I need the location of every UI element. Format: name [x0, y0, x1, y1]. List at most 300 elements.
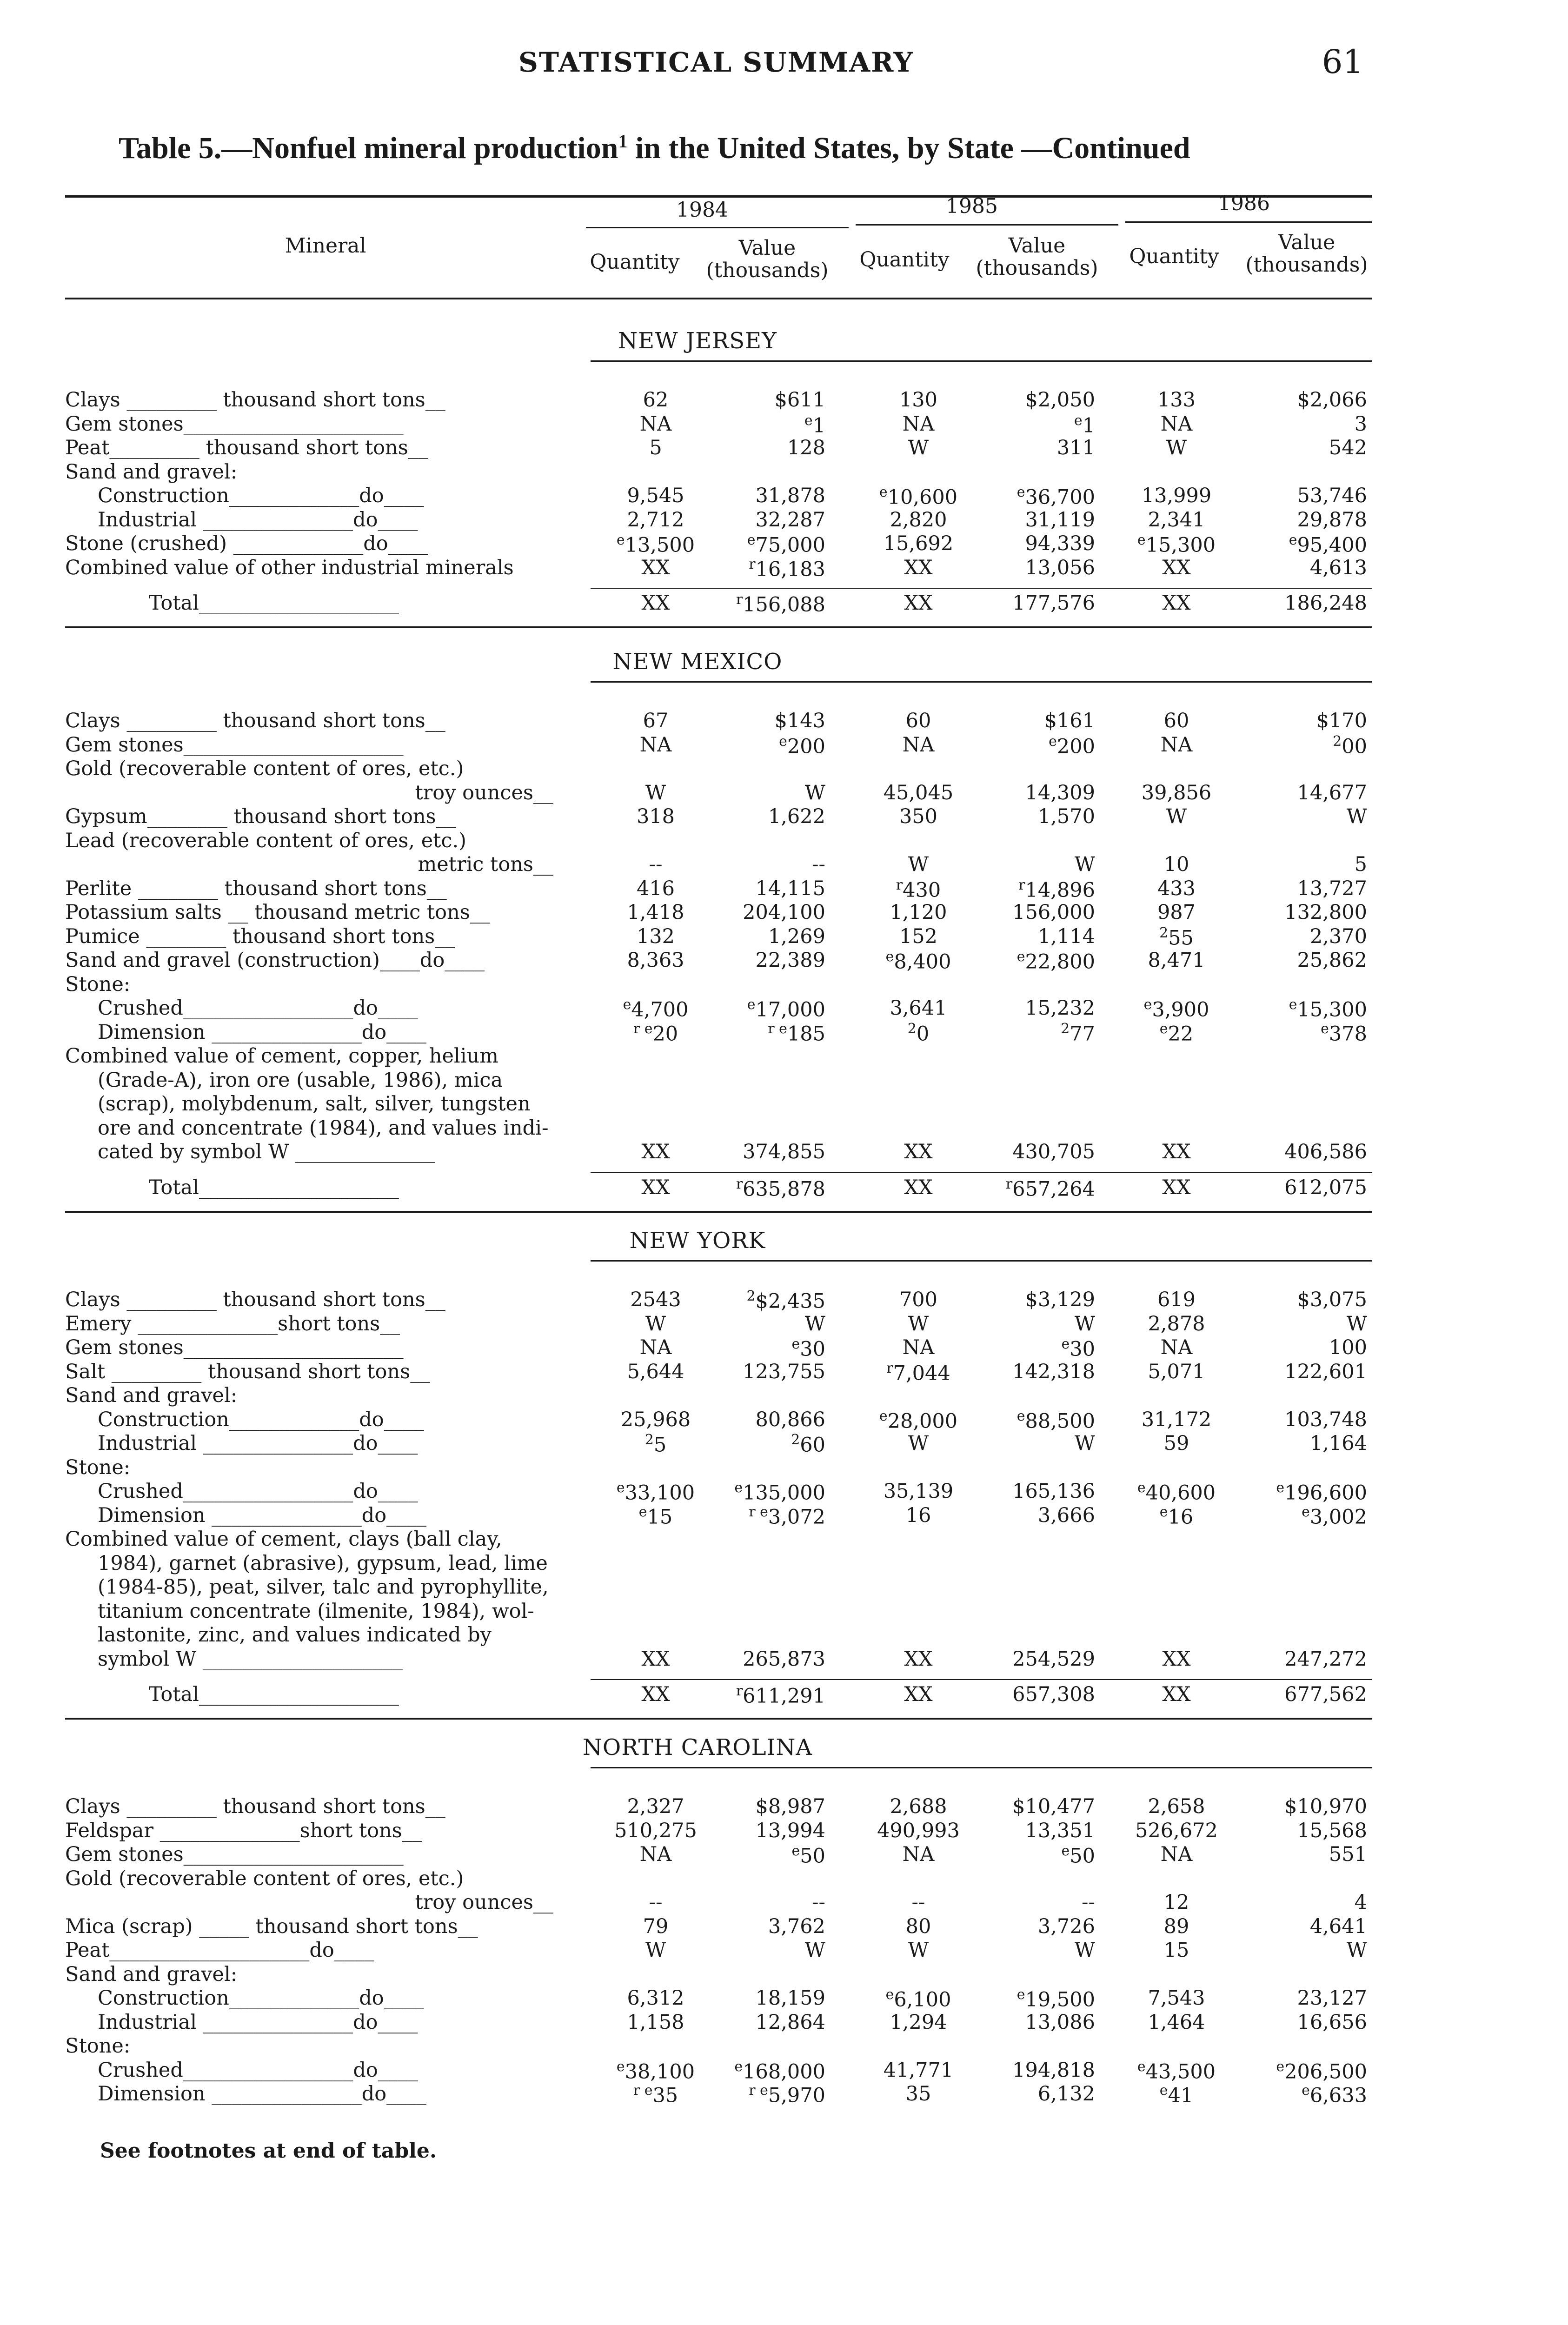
row-value: W [1346, 1312, 1367, 1335]
row-value: 89 [1163, 1914, 1189, 1938]
top-rule [65, 195, 1372, 198]
row-value: 4,613 [1309, 556, 1367, 579]
row-value: 100 [1329, 1336, 1367, 1359]
footnote-mark: e [1276, 1480, 1285, 1496]
row-value: 3,666 [1037, 1503, 1095, 1527]
row-value: W [1346, 1939, 1367, 1962]
table-row [0, 805, 1568, 829]
row-value: $^e$1 [1074, 412, 1095, 437]
row-value: $^e$36,700 [1017, 484, 1095, 509]
row-value: W [804, 1312, 825, 1335]
year-1986-header: 1986 [1218, 192, 1270, 215]
table-row [0, 1044, 1568, 1069]
row-value: 15,232 [1025, 996, 1095, 1020]
row-value: $^e$88,500 [1017, 1408, 1095, 1433]
row-label: Sand and gravel (construction)____do____ [65, 949, 485, 972]
footnote-mark: e [1159, 1503, 1168, 1520]
row-value: 1,269 [768, 924, 825, 948]
row-value: 142,318 [1012, 1360, 1095, 1383]
row-value: 14,309 [1025, 781, 1095, 804]
row-value: 16,656 [1297, 2010, 1367, 2034]
row-value: 204,100 [743, 901, 825, 924]
footnote-mark: e [616, 1480, 625, 1496]
row-value: 31,878 [755, 484, 825, 507]
footnote-mark: e [1137, 532, 1146, 548]
row-value: 80,866 [755, 1408, 825, 1431]
table-row [0, 1140, 1568, 1164]
row-value: 318 [636, 805, 675, 828]
value-1986-unit: (thousands) [1245, 253, 1368, 277]
row-value: $^e$30 [791, 1336, 825, 1361]
total-value: XX [1162, 591, 1191, 615]
footnote-mark: e [1137, 2058, 1146, 2075]
row-value: XX [904, 1647, 933, 1671]
row-value: XX [641, 1647, 670, 1671]
footnote-mark: r [736, 1176, 743, 1192]
row-value: 122,601 [1284, 1360, 1367, 1383]
row-value: NA [639, 733, 672, 757]
row-value: $^e$6,100 [885, 1986, 951, 2012]
row-value: $2,066 [1297, 388, 1367, 412]
footnote-mark: e [1061, 1336, 1070, 1352]
table-row [0, 1456, 1568, 1480]
row-label: Potassium salts __ thousand metric tons__ [65, 901, 490, 924]
row-value: $^e$33,100 [616, 1480, 695, 1505]
row-value: $^{r e}$3,072 [749, 1503, 825, 1528]
row-value: $8,987 [755, 1795, 825, 1818]
total-value: XX [641, 1176, 670, 1199]
row-value: 8,471 [1148, 949, 1205, 972]
value-1984-header [698, 237, 837, 282]
footnote-mark: e [1289, 996, 1297, 1013]
row-value: 130 [899, 388, 938, 412]
row-value: $^e$206,500 [1276, 2058, 1367, 2083]
row-value: $^r$16,183 [749, 556, 825, 581]
row-value: $^e$135,000 [734, 1480, 825, 1505]
row-value: W [908, 853, 929, 876]
row-value: 6,312 [627, 1986, 684, 2010]
footnote-mark: e [1276, 2058, 1285, 2075]
row-value: $^e$19,500 [1017, 1986, 1095, 2012]
row-value: 265,873 [743, 1647, 825, 1671]
row-value: NA [1160, 412, 1193, 436]
total-value: 677,562 [1284, 1683, 1367, 1706]
table-row [0, 1623, 1568, 1647]
row-label: titanium concentrate (ilmenite, 1984), wol- [98, 1599, 534, 1623]
state-heading: NEW JERSEY [618, 328, 777, 354]
section-end-rule [65, 626, 1372, 628]
row-label: Construction_____________do____ [98, 1986, 424, 2010]
footnote-mark: 2 [1333, 733, 1342, 750]
state-heading: NORTH CAROLINA [582, 1734, 813, 1760]
footnote-mark: e [879, 1408, 888, 1424]
row-value: 94,339 [1025, 532, 1095, 555]
row-label: Clays _________ thousand short tons__ [65, 388, 445, 412]
footnote-mark: e [885, 949, 894, 965]
row-value: 1,114 [1037, 924, 1095, 948]
row-label: Gem stones______________________ [65, 733, 404, 757]
row-label: Industrial _______________do____ [98, 508, 418, 531]
row-value: NA [902, 1336, 935, 1359]
row-value: $^e$13,500 [616, 532, 695, 557]
row-value: 2543 [630, 1288, 681, 1311]
row-value: 406,586 [1284, 1140, 1367, 1163]
row-value: NA [1160, 733, 1193, 757]
row-value: XX [904, 1140, 933, 1163]
row-value: $^2$00 [1333, 733, 1367, 758]
row-label: Stone (crushed) _____________do____ [65, 532, 428, 555]
total-value: 177,576 [1012, 591, 1095, 615]
row-value: 1,570 [1037, 805, 1095, 828]
row-value: $^e$6,633 [1302, 2082, 1367, 2107]
row-value: $^e$28,000 [879, 1408, 958, 1433]
row-value: $^e$168,000 [734, 2058, 825, 2083]
row-value: $^e$10,600 [879, 484, 958, 509]
row-label: lastonite, zinc, and values indicated by [98, 1623, 492, 1647]
row-value: XX [641, 1140, 670, 1163]
page-number: 61 [1322, 43, 1363, 81]
table-row [0, 1600, 1568, 1624]
row-label: Stone: [65, 1455, 131, 1479]
row-value: 13,999 [1141, 484, 1212, 507]
row-value: 132,800 [1284, 901, 1367, 924]
footnote-mark: r [736, 591, 743, 608]
total-rule [591, 588, 1372, 589]
footnote-mark: r [736, 1683, 743, 1699]
row-value: 542 [1329, 436, 1367, 459]
row-value: W [1074, 1312, 1095, 1335]
quantity-1986-header: Quantity [1129, 245, 1219, 268]
row-value: 551 [1329, 1843, 1367, 1866]
table-row [0, 508, 1568, 532]
footnote: See footnotes at end of table. [100, 2139, 437, 2163]
row-value: 60 [1163, 709, 1189, 732]
table-row [0, 1795, 1568, 1819]
state-heading: NEW YORK [629, 1228, 766, 1254]
row-value: W [1074, 853, 1095, 876]
row-value: XX [641, 556, 670, 579]
table-row [0, 1963, 1568, 1987]
row-value: 39,856 [1141, 781, 1212, 804]
row-value: 133 [1157, 388, 1196, 412]
row-value: 156,000 [1012, 901, 1095, 924]
table-title-rest: in the United States, by State —Continued [627, 131, 1190, 165]
footnote-mark: e [1289, 532, 1297, 548]
row-value: 350 [899, 805, 938, 828]
footnote-mark: e [1159, 1020, 1168, 1037]
table-row [0, 925, 1568, 949]
year-1984-header: 1984 [676, 198, 728, 222]
table-row [0, 949, 1568, 973]
footnote-mark: e [1017, 1408, 1025, 1424]
footnote-mark: e [779, 733, 787, 750]
row-label: Crushed_________________do____ [98, 1480, 418, 1503]
footnote-mark: e [616, 532, 625, 548]
row-value: 15,692 [883, 532, 954, 555]
section-end-rule [65, 1718, 1372, 1720]
row-value: 2,341 [1148, 508, 1205, 531]
row-label: Crushed_________________do____ [98, 2058, 418, 2082]
row-value: 35,139 [883, 1480, 954, 1503]
row-value: W [908, 1939, 929, 1962]
row-value: 254,529 [1012, 1647, 1095, 1671]
row-label: Mica (scrap) _____ thousand short tons__ [65, 1914, 478, 1938]
footnote-mark: r e [633, 2082, 653, 2099]
state-rule [591, 1767, 1372, 1768]
table-row [0, 1552, 1568, 1576]
row-label: Construction_____________do____ [98, 484, 424, 507]
total-rule [591, 1679, 1372, 1680]
table-row [0, 1408, 1568, 1432]
row-value: $3,129 [1025, 1288, 1095, 1311]
row-label: Dimension _______________do____ [98, 1020, 427, 1044]
row-label: Perlite ________ thousand short tons__ [65, 877, 447, 900]
row-label: (1984-85), peat, silver, talc and pyrophyllite, [98, 1575, 549, 1599]
table-row [0, 877, 1568, 901]
row-value: 1,464 [1148, 2010, 1205, 2034]
row-value: 3,726 [1037, 1914, 1095, 1938]
row-value: $^e$3,900 [1143, 996, 1209, 1022]
row-value: 35 [905, 2082, 931, 2106]
row-label: (Grade-A), iron ore (usable, 1986), mica [98, 1068, 503, 1092]
footnote-mark: 2 [644, 1432, 654, 1448]
row-value: 247,272 [1284, 1647, 1367, 1671]
row-label: Dimension _______________do____ [98, 2082, 427, 2106]
footnote-mark: 2 [1061, 1020, 1070, 1037]
row-value: -- [811, 853, 825, 876]
row-value: 62 [643, 388, 669, 412]
row-value: 510,275 [614, 1819, 697, 1842]
row-label: troy ounces__ [415, 781, 553, 804]
row-value: 23,127 [1297, 1986, 1367, 2010]
row-value: 619 [1157, 1288, 1196, 1311]
total-row [0, 591, 1568, 616]
row-label: Gem stones______________________ [65, 1336, 404, 1359]
row-value: $^e$8,400 [885, 949, 951, 974]
row-value: 1,164 [1309, 1432, 1367, 1455]
row-value: W [908, 1312, 929, 1335]
row-value: 987 [1157, 901, 1196, 924]
row-value: 1,158 [627, 2010, 684, 2034]
row-value: -- [649, 1891, 663, 1914]
row-label: Emery ______________short tons__ [65, 1312, 400, 1335]
row-value: $3,075 [1297, 1288, 1367, 1311]
row-value: 2,820 [890, 508, 947, 531]
row-value: 2,688 [890, 1795, 947, 1818]
row-value: 41,771 [883, 2058, 954, 2082]
row-value: $^e$50 [791, 1843, 825, 1868]
row-value: 8,363 [627, 949, 684, 972]
row-value: 526,672 [1135, 1819, 1218, 1842]
row-value: W [1074, 1432, 1095, 1455]
row-value: $^r$430 [896, 877, 941, 902]
row-value: XX [1162, 1647, 1191, 1671]
total-value: 186,248 [1284, 591, 1367, 615]
row-label: Gold (recoverable content of ores, etc.) [65, 757, 464, 780]
table-row [0, 2082, 1568, 2106]
value-1986-header [1237, 232, 1376, 276]
row-value: 152 [899, 924, 938, 948]
row-value: 13,994 [755, 1819, 825, 1842]
table-row [0, 1480, 1568, 1504]
row-label: Stone: [65, 2034, 131, 2058]
row-value: $^2$0 [907, 1020, 930, 1045]
section-end-rule [65, 1211, 1372, 1213]
value-1984-label: Value [738, 236, 796, 260]
row-value: $^e$22 [1159, 1020, 1194, 1045]
table-title-main: Table 5.—Nonfuel mineral production [119, 131, 618, 165]
row-value: $^2$55 [1159, 924, 1194, 950]
row-label: Clays _________ thousand short tons__ [65, 1795, 445, 1818]
row-value: $^{r e}$35 [633, 2082, 678, 2107]
table-row [0, 829, 1568, 853]
table-title-footnote-mark: 1 [618, 131, 628, 152]
table-row [0, 2059, 1568, 2083]
row-label: Lead (recoverable content of ores, etc.) [65, 829, 466, 852]
value-1984-unit: (thousands) [706, 259, 829, 282]
row-value: 80 [905, 1914, 931, 1938]
footnote-mark: e [885, 1986, 894, 2003]
row-value: 14,115 [755, 877, 825, 900]
row-value: $^e$40,600 [1137, 1480, 1216, 1505]
year-1985-rule [856, 224, 1118, 226]
row-value: 13,086 [1025, 2010, 1095, 2034]
table-row [0, 388, 1568, 412]
total-value: $^r$611,291 [736, 1683, 825, 1708]
row-value: -- [1081, 1891, 1095, 1914]
footnote-mark: e [1017, 1986, 1025, 2003]
running-head: STATISTICAL SUMMARY [518, 46, 914, 78]
row-value: 103,748 [1284, 1408, 1367, 1431]
table-row [0, 733, 1568, 757]
row-value: 433 [1157, 877, 1196, 900]
table-row [0, 1069, 1568, 1093]
footnote-mark: r e [768, 1020, 787, 1037]
footnote-mark: e [1302, 1503, 1310, 1520]
row-value: 10 [1163, 853, 1189, 876]
row-value: 3,762 [768, 1914, 825, 1938]
row-label: Combined value of other industrial minerals [65, 556, 514, 579]
row-value: 123,755 [743, 1360, 825, 1383]
footnote-mark: r [886, 1360, 893, 1376]
row-value: NA [639, 1336, 672, 1359]
table-row [0, 901, 1568, 925]
row-value: 490,993 [877, 1819, 960, 1842]
state-rule [591, 1260, 1372, 1262]
footnote-mark: r [896, 877, 903, 893]
row-label: metric tons__ [418, 853, 553, 876]
row-value: $^e$200 [1049, 733, 1095, 758]
row-value: $^e$15,300 [1289, 996, 1367, 1022]
footnote-mark: r [749, 556, 756, 572]
row-value: 2,878 [1148, 1312, 1205, 1335]
row-value: -- [811, 1891, 825, 1914]
row-value: 194,818 [1012, 2058, 1095, 2082]
footnote-mark: e [791, 1336, 800, 1352]
footnote-mark: e [1061, 1843, 1070, 1859]
row-value: 60 [905, 709, 931, 732]
footnote-mark: e [1017, 484, 1025, 500]
total-rule [591, 1172, 1372, 1173]
table-row [0, 996, 1568, 1021]
year-1986-rule [1125, 221, 1372, 223]
row-value: -- [911, 1891, 925, 1914]
table-row [0, 532, 1568, 556]
row-value: $^e$378 [1321, 1020, 1367, 1045]
total-row [0, 1683, 1568, 1707]
total-value: XX [641, 1683, 670, 1706]
row-label: Combined value of cement, clays (ball clay, [65, 1528, 502, 1551]
table-row [0, 2011, 1568, 2035]
footnote-mark: e [1074, 412, 1083, 429]
row-value: 9,545 [627, 484, 684, 507]
row-value: $^2$\$2,435 [746, 1288, 825, 1313]
row-value: 430,705 [1012, 1140, 1095, 1163]
table-row [0, 460, 1568, 485]
row-value: W [1166, 805, 1187, 828]
row-value: 374,855 [743, 1140, 825, 1163]
total-value: XX [1162, 1176, 1191, 1199]
value-1985-header [967, 235, 1107, 279]
row-value: $^r$7,044 [886, 1360, 950, 1385]
quantity-1984-header: Quantity [590, 250, 680, 274]
row-value: 31,172 [1141, 1408, 1212, 1431]
row-value: 32,287 [755, 508, 825, 531]
row-value: 311 [1056, 436, 1095, 459]
total-label: Total____________________ [149, 591, 399, 615]
row-value: 2,712 [627, 508, 684, 531]
row-value: 2,658 [1148, 1795, 1205, 1818]
total-label: Total____________________ [149, 1176, 399, 1199]
row-value: NA [902, 733, 935, 757]
row-value: 15,568 [1297, 1819, 1367, 1842]
table-row [0, 1843, 1568, 1867]
table-row [0, 1504, 1568, 1528]
table-row [0, 1819, 1568, 1843]
row-value: 6,132 [1037, 2082, 1095, 2106]
table-row [0, 1528, 1568, 1552]
row-value: 1,294 [890, 2010, 947, 2034]
row-value: 53,746 [1297, 484, 1367, 507]
row-value: W [645, 1939, 666, 1962]
row-label: Gem stones______________________ [65, 412, 404, 436]
row-value: $^e$43,500 [1137, 2058, 1216, 2083]
row-value: $^e$17,000 [747, 996, 825, 1022]
row-label: ore and concentrate (1984), and values indi- [98, 1116, 549, 1140]
row-label: Gold (recoverable content of ores, etc.) [65, 1867, 464, 1890]
footnote-mark: e [879, 484, 888, 500]
table-row [0, 436, 1568, 460]
row-label: Combined value of cement, copper, helium [65, 1044, 498, 1068]
row-value: NA [639, 1843, 672, 1866]
total-row [0, 1176, 1568, 1200]
table-row [0, 1939, 1568, 1963]
row-value: $2,050 [1025, 388, 1095, 412]
row-value: 13,351 [1025, 1819, 1095, 1842]
row-value: 5,071 [1148, 1360, 1205, 1383]
table-row [0, 1336, 1568, 1360]
footnote-mark: r [1018, 877, 1025, 893]
row-value: 18,159 [755, 1986, 825, 2010]
total-value: $^r$635,878 [736, 1176, 825, 1201]
total-value: 657,308 [1012, 1683, 1095, 1706]
row-label: cated by symbol W ______________ [98, 1140, 435, 1163]
row-value: $10,970 [1284, 1795, 1367, 1818]
row-value: XX [1162, 556, 1191, 579]
row-value: 2,327 [627, 1795, 684, 1818]
table-row [0, 757, 1568, 781]
footnote-mark: e [734, 2058, 743, 2075]
